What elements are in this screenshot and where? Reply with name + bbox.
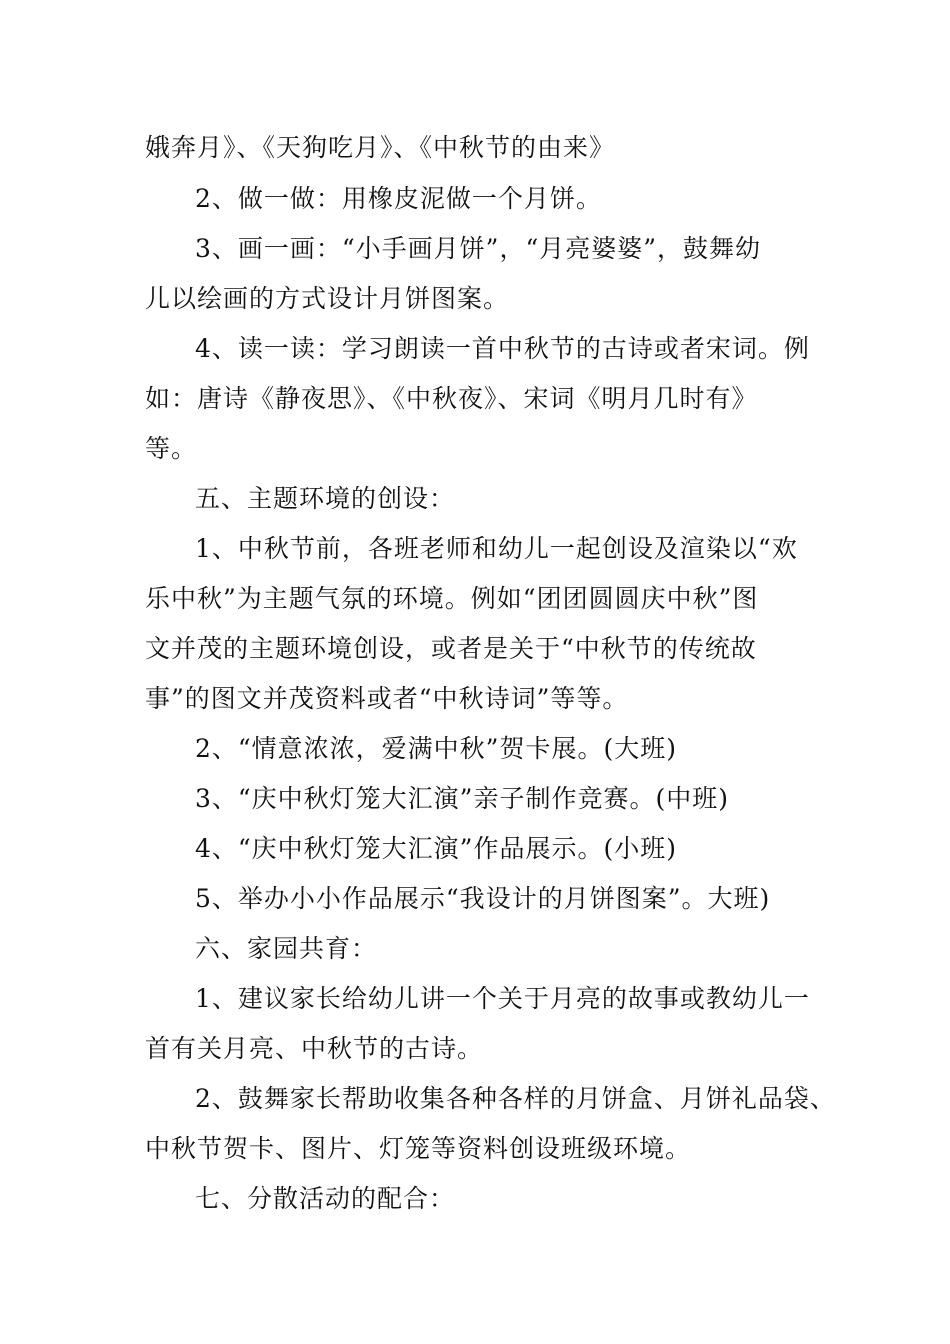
text-line: 1、中秋节前，各班老师和幼儿一起创设及渲染以“欢 xyxy=(195,534,798,563)
text-line: 首有关月亮、中秋节的古诗。 xyxy=(145,1034,484,1063)
text-line: 4、读一读：学习朗读一首中秋节的古诗或者宋词。例 xyxy=(195,334,810,363)
text-line: 3、“庆中秋灯笼大汇演”亲子制作竞赛。(中班) xyxy=(195,784,729,813)
text-line: 4、“庆中秋灯笼大汇演”作品展示。(小班) xyxy=(195,834,677,863)
text-line: 事”的图文并茂资料或者“中秋诗词”等等。 xyxy=(145,684,629,713)
text-line: 乐中秋”为主题气氛的环境。例如“团团圆圆庆中秋”图 xyxy=(145,584,759,613)
section-heading: 六、家园共育： xyxy=(195,934,378,963)
text-line: 儿以绘画的方式设计月饼图案。 xyxy=(145,284,510,313)
text-line: 如：唐诗《静夜思》、《中秋夜》、宋词《明月几时有》 xyxy=(145,384,758,413)
text-line: 2、鼓舞家长帮助收集各种各样的月饼盒、月饼礼品袋、 xyxy=(195,1084,836,1113)
text-line: 2、“情意浓浓，爱满中秋”贺卡展。(大班) xyxy=(195,734,677,763)
text-line: 2、做一做：用橡皮泥做一个月饼。 xyxy=(195,184,602,213)
text-line: 5、举办小小作品展示“我设计的月饼图案”。大班) xyxy=(195,884,771,913)
text-line: 3、画一画：“小手画月饼”，“月亮婆婆”，鼓舞幼 xyxy=(195,234,762,263)
text-line: 中秋节贺卡、图片、灯笼等资料创设班级环境。 xyxy=(145,1134,692,1163)
text-line: 文并茂的主题环境创设，或者是关于“中秋节的传统故 xyxy=(145,634,757,663)
section-heading: 五、主题环境的创设： xyxy=(195,484,456,513)
section-heading: 七、分散活动的配合： xyxy=(195,1184,456,1213)
text-line: 1、建议家长给幼儿讲一个关于月亮的故事或教幼儿一 xyxy=(195,984,810,1013)
text-line: 等。 xyxy=(145,434,198,463)
text-line: 娥奔月》、《天狗吃月》、《中秋节的由来》 xyxy=(145,133,616,162)
